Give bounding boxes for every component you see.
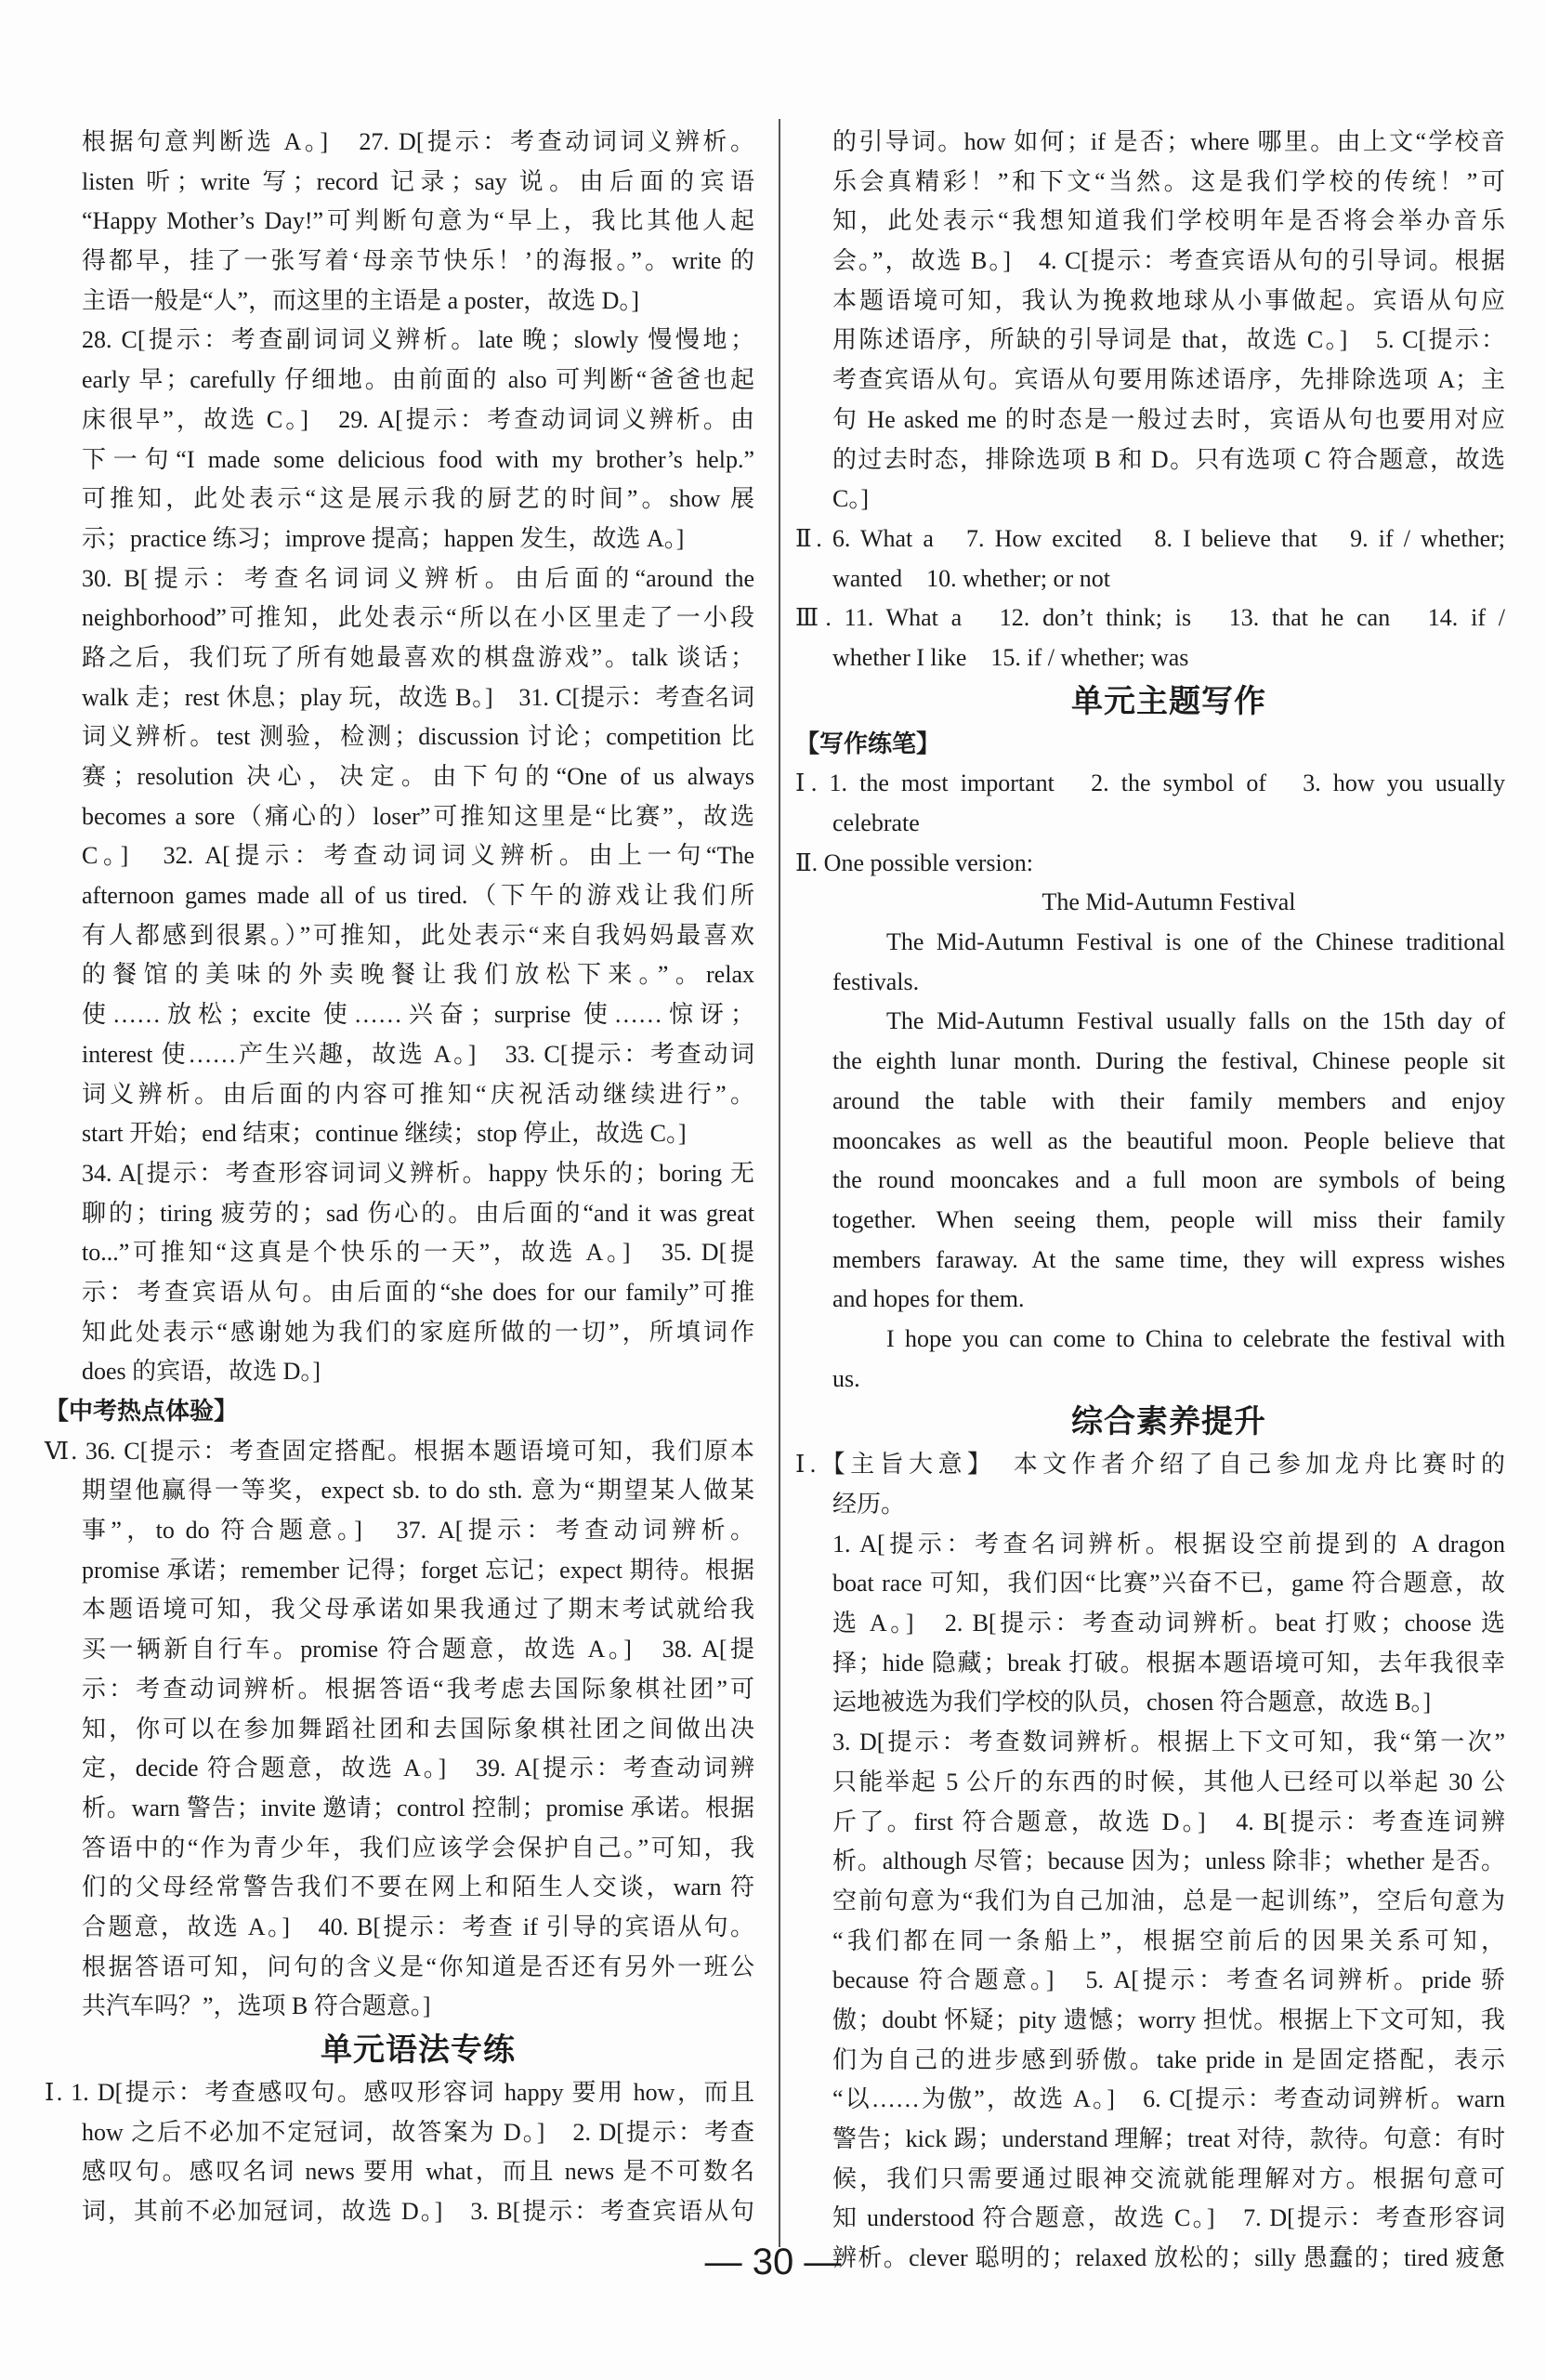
answer-paragraph <box>82 123 754 321</box>
text-line: together. When seeing them, people will miss their family <box>832 1205 1505 1233</box>
text-line: Ⅱ. One possible version: <box>795 848 1033 876</box>
text-line: promise 承诺；remember 记得；forget 忘记；expect 期待。根据 <box>82 1556 754 1584</box>
text-line: early 早；carefully 仔细地。由前面的 also 可判断“爸爸也起 <box>82 366 754 394</box>
text-line: 的餐馆的美味的外卖晚餐让我们放松下来。”。relax <box>82 961 754 989</box>
text-line: and hopes for them. <box>832 1285 1025 1313</box>
text-line: 期望他赢得一等奖，expect sb. to do sth. 意为“期望某人做某 <box>82 1477 754 1505</box>
essay-paragraph <box>832 1002 1505 1320</box>
text-line: 析。warn 警告；invite 邀请；control 控制；promise 承诺。根据 <box>82 1794 754 1821</box>
answer-paragraph <box>795 764 1505 843</box>
text-line: 本题语境可知，我父母承诺如果我通过了期末考试就给我 <box>82 1596 754 1624</box>
answer-paragraph <box>795 519 1505 598</box>
text-line: 的过去时态，排除选项 B 和 D。只有选项 C 符合题意，故选 <box>832 445 1505 473</box>
text-line: 空前句意为“我们为自己加油，总是一起训练”，空后句意为 <box>832 1887 1505 1914</box>
answer-paragraph <box>45 2073 754 2232</box>
text-line: 3. D[提示：考查数词辨析。根据上下文可知，我“第一次” <box>832 1729 1505 1756</box>
text-line: 词，其前不必加冠词，故选 D。] 3. B[提示：考查宾语从句 <box>82 2198 754 2226</box>
text-line: the eighth lunar month. During the festival, Chinese people sit <box>832 1047 1505 1075</box>
section-heading: 单元语法专练 <box>321 2032 516 2069</box>
answer-paragraph <box>795 1445 1505 1524</box>
essay-title: The Mid-Autumn Festival <box>1042 888 1296 916</box>
text-line: 示；practice 练习；improve 提高；happen 发生，故选 A。] <box>82 524 685 552</box>
text-line: 知，此处表示“我想知道我们学校明年是否将会举办音乐 <box>832 207 1505 235</box>
text-line: afternoon games made all of us tired.（下午的游戏让我们所 <box>82 882 754 910</box>
text-line: “Happy Mother’s Day!”可判断句意为“早上，我比其他人起 <box>82 207 754 235</box>
text-line: 本题语境可知，我认为挽救地球从小事做起。宾语从句应 <box>832 286 1505 314</box>
text-line: members faraway. At the same time, they will express wishes <box>832 1245 1505 1273</box>
text-line: 得都早，挂了一张写着‘母亲节快乐！’的海报。”。write 的 <box>82 247 754 275</box>
text-line: 知此处表示“感谢她为我们的家庭所做的一切”，所填词作 <box>82 1318 754 1346</box>
text-line: 经历。 <box>832 1491 906 1518</box>
text-line: 有人都感到很累。）”可推知，此处表示“来自我妈妈最喜欢 <box>82 921 754 949</box>
text-line: 知 understood 符合题意，故选 C。] 7. D[提示：考查形容词 <box>832 2204 1505 2232</box>
text-line: Ⅱ. 6. What a 7. How excited 8. I believe that 9. if / whether; <box>795 524 1505 552</box>
text-line: Ⅰ. 1. the most important 2. the symbol of 3. how you usually <box>795 769 1505 797</box>
text-line: 合题意，故选 A。] 40. B[提示：考查 if 引导的宾语从句。 <box>82 1913 754 1940</box>
subsection-label: 【中考热点体验】 <box>45 1398 239 1425</box>
text-line: 感叹句。感叹名词 news 要用 what，而且 news 是不可数名 <box>82 2158 754 2186</box>
answer-paragraph <box>832 1525 1505 1723</box>
left-column <box>45 123 754 2232</box>
text-line: 事”，to do 符合题意。] 37. A[提示：考查动词辨析。 <box>82 1517 754 1545</box>
text-line: celebrate <box>832 809 920 836</box>
section-heading: 单元主题写作 <box>1071 682 1266 720</box>
text-line: 词义辨析。test 测验，检测；discussion 讨论；competition 比 <box>82 723 754 751</box>
text-line: 28. C[提示：考查副词词义辨析。late 晚；slowly 慢慢地； <box>82 326 754 354</box>
text-line: 用陈述语序，所缺的引导词是 that，故选 C。] 5. C[提示： <box>832 326 1505 354</box>
text-line: becomes a sore（痛心的）loser”可推知这里是“比赛”，故选 <box>82 802 754 830</box>
text-line: 选 A。] 2. B[提示：考查动词辨析。beat 打败；choose 选 <box>832 1610 1505 1637</box>
text-line: 使……放松；excite 使……兴奋；surprise 使……惊讶； <box>82 1001 754 1029</box>
text-line: Ⅰ.【主旨大意】 本文作者介绍了自己参加龙舟比赛时的 <box>795 1451 1505 1479</box>
text-line: 候，我们只需要通过眼神交流就能理解对方。根据句意可 <box>832 2164 1505 2192</box>
text-line: the round mooncakes and a full moon are symbols of being <box>832 1166 1505 1194</box>
essay-paragraph <box>832 1320 1505 1399</box>
text-line: wanted 10. whether; or not <box>832 564 1110 592</box>
text-line: C。] <box>832 485 870 513</box>
text-line: walk 走；rest 休息；play 玩，故选 B。] 31. C[提示：考查名词 <box>82 683 754 711</box>
text-line: 会。”，故选 B。] 4. C[提示：考查宾语从句的引导词。根据 <box>832 247 1505 275</box>
text-line: Ⅲ. 11. What a 12. don’t think; is 13. that he can 14. if / <box>795 604 1505 632</box>
answer-paragraph <box>795 598 1505 677</box>
text-line: I hope you can come to China to celebrate the festival with <box>886 1324 1505 1352</box>
text-line: 知，你可以在参加舞蹈社团和去国际象棋社团之间做出决 <box>82 1715 754 1742</box>
text-line: listen 听；write 写；record 记录；say 说。由后面的宾语 <box>82 167 754 195</box>
text-line: 们为自己的进步感到骄傲。take pride in 是固定搭配，表示 <box>832 2045 1505 2073</box>
text-line: 只能举起 5 公斤的东西的时候，其他人已经可以举起 30 公 <box>832 1768 1505 1795</box>
text-line: 主语一般是“人”，而这里的主语是 a poster，故选 D。] <box>82 286 640 314</box>
text-line: 择；hide 隐藏；break 打破。根据本题语境可知，去年我很幸 <box>832 1649 1505 1677</box>
text-line: 床很早”，故选 C。] 29. A[提示：考查动词词义辨析。由 <box>82 405 754 433</box>
answer-paragraph <box>45 1432 754 2027</box>
text-line: us. <box>832 1364 860 1392</box>
text-line: 赛；resolution 决心，决定。由下句的“One of us always <box>82 763 754 790</box>
text-line: “我们都在同一条船上”，根据空前后的因果关系可知， <box>832 1926 1505 1954</box>
text-line: 定，decide 符合题意，故选 A。] 39. A[提示：考查动词辨 <box>82 1755 754 1782</box>
page-number: — 30 — <box>704 2242 842 2282</box>
text-line: because 符合题意。] 5. A[提示：考查名词辨析。pride 骄 <box>832 1966 1505 1994</box>
text-line: 34. A[提示：考查形容词词义辨析。happy 快乐的；boring 无 <box>82 1159 754 1187</box>
text-line: 句 He asked me 的时态是一般过去时，宾语从句也要用对应 <box>832 405 1505 433</box>
text-line: 考查宾语从句。宾语从句要用陈述语序，先排除选项 A；主 <box>832 366 1505 394</box>
text-line: 们的父母经常警告我们不要在网上和陌生人交谈，warn 符 <box>82 1874 754 1901</box>
text-line: 根据句意判断选 A。] 27. D[提示：考查动词词义辨析。 <box>82 128 754 155</box>
text-line: Ⅰ. 1. D[提示：考查感叹句。感叹形容词 happy 要用 how，而且 <box>45 2079 754 2106</box>
answer-paragraph <box>82 321 754 559</box>
text-line: “以……为傲”，故选 A。] 6. C[提示：考查动词辨析。warn <box>832 2085 1505 2113</box>
text-line: to...”可推知“这真是个快乐的一天”，故选 A。] 35. D[提 <box>82 1239 754 1267</box>
right-column <box>795 123 1505 2279</box>
text-line: 根据答语可知，问句的含义是“你知道是否还有另外一班公 <box>82 1953 754 1980</box>
text-line: 答语中的“作为青少年，我们应该学会保护自己。”可知，我 <box>82 1834 754 1861</box>
answer-paragraph <box>82 559 754 1154</box>
text-line: C。] 32. A[提示：考查动词词义辨析。由上一句“The <box>82 842 754 870</box>
essay-paragraph <box>832 923 1505 1002</box>
answer-paragraph <box>795 844 1505 884</box>
text-line: 辨析。clever 聪明的；relaxed 放松的；silly 愚蠢的；tired 疲惫 <box>832 2244 1505 2272</box>
subsection-label: 【写作练笔】 <box>795 730 941 757</box>
text-line: 词义辨析。由后面的内容可推知“庆祝活动继续进行”。 <box>82 1080 754 1108</box>
text-line: does 的宾语，故选 D。] <box>82 1358 321 1386</box>
text-line: interest 使……产生兴趣，故选 A。] 33. C[提示：考查动词 <box>82 1040 754 1068</box>
text-line: 30. B[提示：考查名词词义辨析。由后面的“around the <box>82 564 754 592</box>
text-line: around the table with their family members and enjoy <box>832 1086 1505 1114</box>
text-line: boat race 可知，我们因“比赛”兴奋不已，game 符合题意，故 <box>832 1570 1505 1598</box>
text-line: 乐会真精彩！”和下文“当然。这是我们学校的传统！”可 <box>832 167 1505 195</box>
text-line: 警告；kick 踢；understand 理解；treat 对待，款待。句意：有时 <box>832 2125 1505 2152</box>
text-line: 路之后，我们玩了所有她最喜欢的棋盘游戏”。talk 谈话； <box>82 643 754 671</box>
answer-paragraph <box>832 1723 1505 2279</box>
text-line: 傲；doubt 怀疑；pity 遗憾；worry 担忧。根据上下文可知，我 <box>832 2005 1505 2033</box>
column-divider <box>779 119 780 2247</box>
text-line: 共汽车吗？”，选项 B 符合题意。] <box>82 1992 431 2020</box>
text-line: festivals. <box>832 967 920 995</box>
answer-paragraph <box>82 1154 754 1392</box>
section-heading: 综合素养提升 <box>1071 1403 1266 1441</box>
text-line: neighborhood”可推知，此处表示“所以在小区里走了一小段 <box>82 604 754 632</box>
answer-paragraph <box>832 123 1505 519</box>
text-line: mooncakes as well as the beautiful moon. People believe that <box>832 1126 1505 1154</box>
text-line: whether I like 15. if / whether; was <box>832 643 1189 671</box>
text-line: 示：考查动词辨析。根据答语“我考虑去国际象棋社团”可 <box>82 1675 754 1703</box>
text-line: start 开始；end 结束；continue 继续；stop 停止，故选 C。] <box>82 1120 687 1148</box>
text-line: 买一辆新自行车。promise 符合题意，故选 A。] 38. A[提 <box>82 1636 754 1663</box>
text-line: 示：考查宾语从句。由后面的“she does for our family”可推 <box>82 1278 754 1306</box>
text-line: 下一句“I made some delicious food with my brother’s help.” <box>82 445 754 473</box>
text-line: 斤了。first 符合题意，故选 D。] 4. B[提示：考查连词辨 <box>832 1808 1505 1835</box>
text-line: 析。although 尽管；because 因为；unless 除非；whether 是否。 <box>832 1847 1505 1875</box>
text-line: 的引导词。how 如何；if 是否；where 哪里。由上文“学校音 <box>832 128 1505 155</box>
text-line: The Mid-Autumn Festival is one of the Chinese traditional <box>886 928 1505 956</box>
text-line: how 之后不必加不定冠词，故答案为 D。] 2. D[提示：考查 <box>82 2118 754 2146</box>
text-line: The Mid-Autumn Festival usually falls on the 15th day of <box>886 1007 1505 1035</box>
text-line: 聊的；tiring 疲劳的；sad 伤心的。由后面的“and it was great <box>82 1199 754 1227</box>
text-line: 1. A[提示：考查名词辨析。根据设空前提到的 A dragon <box>832 1530 1505 1558</box>
text-line: Ⅵ. 36. C[提示：考查固定搭配。根据本题语境可知，我们原本 <box>45 1437 754 1465</box>
text-line: 可推知，此处表示“这是展示我的厨艺的时间”。show 展 <box>82 485 754 513</box>
text-line: 运地被选为我们学校的队员，chosen 符合题意，故选 B。] <box>832 1689 1432 1716</box>
